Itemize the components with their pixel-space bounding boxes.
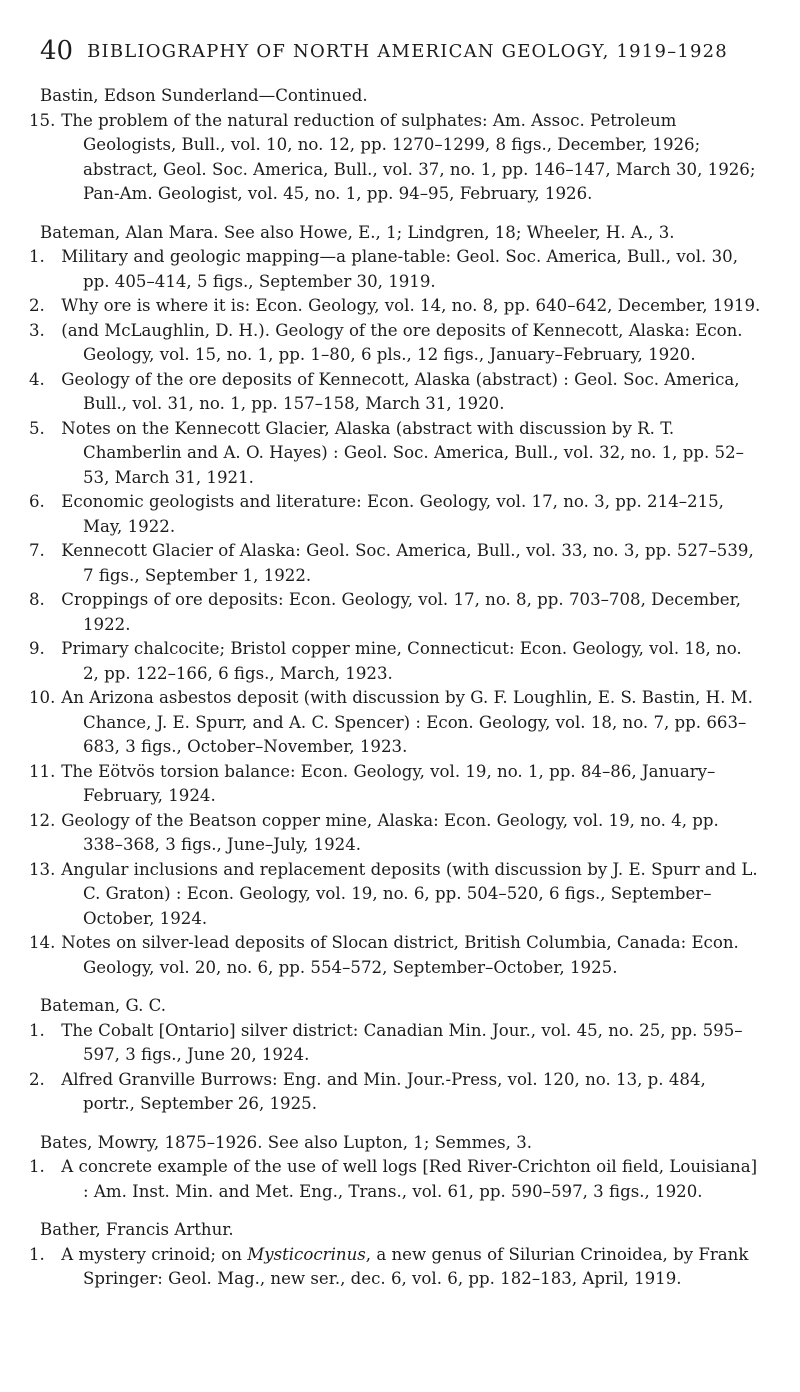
bibliography-entry (29, 1131, 762, 1205)
citation-item: 13. Angular inclusions and replacement deposits (with discussion by J. E. Spurr and L. C. Graton) : Econ. Geology, vol. 19, no. 6, pp. 504–520, 6 figs., September–October, 1924. (29, 859, 758, 928)
citation-text: Economic geologists and literature: Econ. Geology, vol. 17, no. 3, pp. 214–215, May, 1922. (61, 492, 724, 536)
citation-text: (and McLaughlin, D. H.). Geology of the ore deposits of Kennecott, Alaska: Econ. Geology, vol. 15, no. 1, pp. 1–80, 6 pls., 12 figs., January–February, 1920. (61, 320, 743, 364)
author-heading: Bateman, G. C. (40, 996, 167, 1015)
citation-item: 8. Croppings of ore deposits: Econ. Geology, vol. 17, no. 8, pp. 703–708, December, 1922. (29, 590, 741, 634)
citation-text: Angular inclusions and replacement deposits (with discussion by J. E. Spurr and L. C. Graton) : Econ. Geology, vol. 19, no. 6, pp. 504–520, 6 figs., September–October, 1924. (61, 859, 758, 928)
citation-item: 5. Notes on the Kennecott Glacier, Alaska (abstract with discussion by R. T. Chamberlin and A. O. Hayes) : Geol. Soc. America, Bull., vol. 32, no. 1, pp. 52–53, March 31, 1921. (29, 418, 744, 487)
citation-item: 4. Geology of the ore deposits of Kennecott, Alaska (abstract) : Geol. Soc. America, Bull., vol. 31, no. 1, pp. 157–158, March 31, 1920. (29, 369, 740, 413)
author-heading: Bastin, Edson Sunderland—Continued. (40, 86, 368, 105)
citation-item: 14. Notes on silver-lead deposits of Slocan district, British Columbia, Canada: Econ. Geology, vol. 20, no. 6, pp. 554–572, September–October, 1925. (29, 933, 739, 977)
citation-item: 1. The Cobalt [Ontario] silver district: Canadian Min. Jour., vol. 45, no. 25, pp. 595–597, 3 figs., June 20, 1924. (29, 1020, 743, 1064)
bibliography-entry (29, 84, 762, 207)
running-header (40, 36, 760, 66)
citation-item: 12. Geology of the Beatson copper mine, Alaska: Econ. Geology, vol. 19, no. 4, pp. 338–368, 3 figs., June–July, 1924. (29, 810, 719, 854)
citation-text: Why ore is where it is: Econ. Geology, vol. 14, no. 8, pp. 640–642, December, 1919. (61, 296, 761, 315)
citation-item: 1. A concrete example of the use of well logs [Red River-Crichton oil field, Louisiana] : Am. Inst. Min. and Met. Eng., Trans., vol. 61, pp. 590–597, 3 figs., 1920. (29, 1157, 758, 1201)
citation-item: 7. Kennecott Glacier of Alaska: Geol. Soc. America, Bull., vol. 33, no. 3, pp. 527–539, 7 figs., September 1, 1922. (29, 541, 754, 585)
citation-item: 3. (and McLaughlin, D. H.). Geology of the ore deposits of Kennecott, Alaska: Econ. Geology, vol. 15, no. 1, pp. 1–80, 6 pls., 12 figs., January–February, 1920. (29, 320, 743, 364)
citation-text-before: A mystery crinoid; on (61, 1244, 248, 1264)
citation-text: Geology of the ore deposits of Kennecott, Alaska (abstract) : Geol. Soc. America, Bull., vol. 31, no. 1, pp. 157–158, March 31, 1920. (61, 369, 740, 413)
citation-text: The Eötvös torsion balance: Econ. Geology, vol. 19, no. 1, pp. 84–86, January–February, 1924. (61, 761, 716, 805)
citation-item: 11. The Eötvös torsion balance: Econ. Geology, vol. 19, no. 1, pp. 84–86, January–February, 1924. (29, 761, 716, 805)
citation-text: A concrete example of the use of well logs [Red River-Crichton oil field, Louisiana] : Am. Inst. Min. and Met. Eng., Trans., vol. 61, pp. 590–597, 3 figs., 1920. (61, 1157, 758, 1201)
author-heading: Bates, Mowry, 1875–1926. See also Lupton, 1; Semmes, 3. (40, 1132, 533, 1152)
citation-text: Croppings of ore deposits: Econ. Geology, vol. 17, no. 8, pp. 703–708, December, 1922. (61, 590, 741, 634)
citation-item: 10. An Arizona asbestos deposit (with discussion by G. F. Loughlin, E. S. Bastin, H. M. Chance, J. E. Spurr, and A. C. Spencer) : Econ. Geology, vol. 18, no. 7, pp. 663–683, 3 figs., October–November, 1923. (29, 688, 753, 756)
genus-name: Mysticocrinus (247, 1244, 366, 1264)
citation-item: 9. Primary chalcocite; Bristol copper mine, Connecticut: Econ. Geology, vol. 18, no. 2, pp. 122–166, 6 figs., March, 1923. (29, 639, 742, 683)
citation-item: 6. Economic geologists and literature: Econ. Geology, vol. 17, no. 3, pp. 214–215, May, 1922. (29, 492, 724, 536)
citation-item: 2. Alfred Granville Burrows: Eng. and Min. Jour.-Press, vol. 120, no. 13, p. 484, portr., September 26, 1925. (29, 1069, 706, 1113)
citation-text: The problem of the natural reduction of sulphates: Am. Assoc. Petroleum Geologists, Bull., vol. 10, no. 12, pp. 1270–1299, 8 figs., December, 1926; abstract, Geol. Soc. America, Bull., vol. 37, no. 1, pp. 146–147, March 30, 1926; Pan-Am. Geologist, vol. 45, no. 1, pp. 94–95, February, 1926. (61, 110, 756, 203)
page-number: 40 (40, 36, 74, 66)
bibliography-entry (29, 994, 762, 1117)
citation-text: Kennecott Glacier of Alaska: Geol. Soc. America, Bull., vol. 33, no. 3, pp. 527–539, 7 figs., September 1, 1922. (61, 541, 754, 585)
citation-text: An Arizona asbestos deposit (with discussion by G. F. Loughlin, E. S. Bastin, H. M. Chance, J. E. Spurr, and A. C. Spencer) : Econ. Geology, vol. 18, no. 7, pp. 663–683, 3 figs., October–November, 1923. (61, 688, 753, 756)
citation-item: 1. Military and geologic mapping—a plane-table: Geol. Soc. America, Bull., vol. 30, pp. 405–414, 5 figs., September 30, 1919. (29, 247, 738, 291)
citation-text: Geology of the Beatson copper mine, Alaska: Econ. Geology, vol. 19, no. 4, pp. 338–368, 3 figs., June–July, 1924. (61, 810, 719, 854)
author-heading: Bather, Francis Arthur. (40, 1220, 234, 1239)
citation-item: 2. Why ore is where it is: Econ. Geology, vol. 14, no. 8, pp. 640–642, December, 1919. (29, 296, 761, 315)
citation-text-after: , a new genus of Silurian Crinoidea, by Frank Springer: Geol. Mag., new ser., dec. 6, vol. 6, pp. 182–183, April, 1919. (83, 1244, 749, 1288)
citation-text: Military and geologic mapping—a plane-table: Geol. Soc. America, Bull., vol. 30, pp. 405–414, 5 figs., September 30, 1919. (61, 247, 738, 291)
citation-text: The Cobalt [Ontario] silver district: Canadian Min. Jour., vol. 45, no. 25, pp. 595–597, 3 figs., June 20, 1924. (61, 1020, 743, 1064)
author-heading: Bateman, Alan Mara. See also Howe, E., 1; Lindgren, 18; Wheeler, H. A., 3. (40, 222, 675, 242)
bibliography-entry (29, 1218, 762, 1292)
citation-text: Alfred Granville Burrows: Eng. and Min. Jour.-Press, vol. 120, no. 13, p. 484, portr., September 26, 1925. (61, 1069, 706, 1113)
bibliography-body (29, 84, 762, 1306)
citation-item: 1. A mystery crinoid; on Mysticocrinus, a new genus of Silurian Crinoidea, by Frank Springer: Geol. Mag., new ser., dec. 6, vol. 6, pp. 182–183, April, 1919. (29, 1244, 749, 1288)
citation-text: Notes on the Kennecott Glacier, Alaska (abstract with discussion by R. T. Chamberlin and A. O. Hayes) : Geol. Soc. America, Bull., vol. 32, no. 1, pp. 52–53, March 31, 1921. (61, 418, 744, 487)
citation-text: Primary chalcocite; Bristol copper mine, Connecticut: Econ. Geology, vol. 18, no. 2, pp. 122–166, 6 figs., March, 1923. (61, 639, 742, 683)
citation-item: 15. The problem of the natural reduction of sulphates: Am. Assoc. Petroleum Geologists, Bull., vol. 10, no. 12, pp. 1270–1299, 8 figs., December, 1926; abstract, Geol. Soc. America, Bull., vol. 37, no. 1, pp. 146–147, March 30, 1926; Pan-Am. Geologist, vol. 45, no. 1, pp. 94–95, February, 1926. (29, 110, 756, 203)
page-title: BIBLIOGRAPHY OF NORTH AMERICAN GEOLOGY, 1919–1928 (87, 41, 728, 62)
bibliography-entry (29, 221, 762, 981)
citation-text: Notes on silver-lead deposits of Slocan district, British Columbia, Canada: Econ. Geology, vol. 20, no. 6, pp. 554–572, September–October, 1925. (61, 933, 739, 977)
